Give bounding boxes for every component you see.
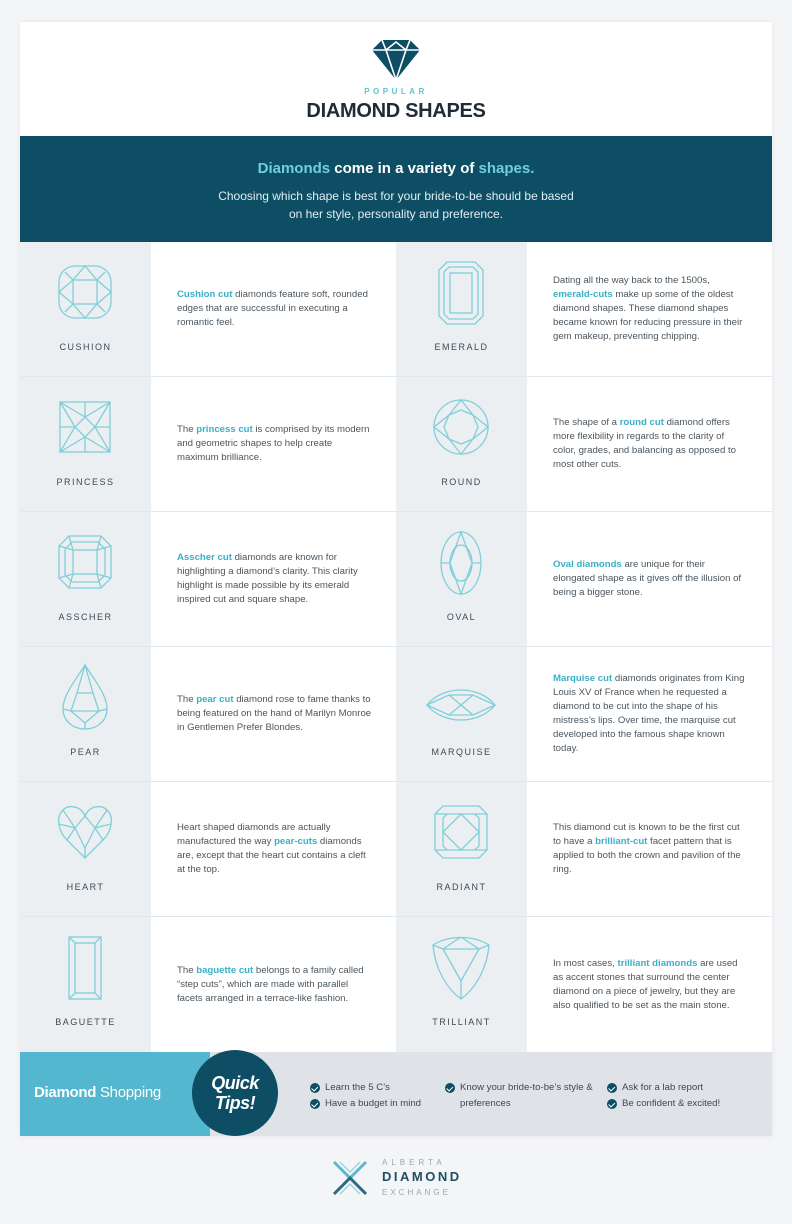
quick-tips-footer bbox=[20, 1052, 772, 1136]
shape-keyword: Marquise cut bbox=[553, 673, 613, 684]
shape-keyword: pear cut bbox=[196, 694, 234, 705]
shape-text: make up some of the oldest diamond shapes. These diamond shapes became known for reducing pressure in their gem makeup, preventing chipping. bbox=[553, 289, 743, 342]
shapes-grid bbox=[20, 242, 772, 1052]
shopping-title bbox=[34, 1084, 161, 1101]
tips-word: Tips! bbox=[214, 1093, 256, 1113]
shape-label-emerald: EMERALD bbox=[434, 342, 489, 352]
shape-keyword: Cushion cut bbox=[177, 289, 233, 300]
shape-text: belongs to a family called “step cuts”, which are made with parallel facets arranged in a terrace-like fashion. bbox=[177, 964, 364, 1004]
brand-logo bbox=[330, 1158, 530, 1203]
check-icon bbox=[310, 1083, 320, 1093]
check-icon bbox=[607, 1099, 617, 1109]
shape-row-baguette bbox=[20, 917, 396, 1052]
shopping-title-rest: Shopping bbox=[96, 1084, 161, 1101]
shape-pretext: The bbox=[177, 694, 197, 705]
shape-label-marquise: MARQUISE bbox=[431, 747, 492, 757]
pear-diamond-icon bbox=[55, 663, 115, 731]
shape-text: are used as accent stones that surround the center diamond on a piece of jewelry, but they are also qualified to be set as the main stone. bbox=[553, 957, 738, 1011]
shapes-column-right bbox=[396, 242, 772, 1052]
shape-pretext: The shape of a bbox=[553, 417, 620, 428]
radiant-diamond-icon bbox=[431, 802, 491, 862]
shape-desc-baguette bbox=[177, 917, 373, 1052]
princess-icon-cell bbox=[20, 377, 151, 511]
baguette-diamond-icon bbox=[55, 935, 115, 1001]
heart-diamond-icon bbox=[55, 802, 115, 862]
header bbox=[20, 22, 772, 136]
shape-label-oval: OVAL bbox=[446, 612, 477, 622]
tips-column-3 bbox=[607, 1080, 720, 1112]
tip-item bbox=[607, 1080, 720, 1096]
shape-keyword: emerald-cuts bbox=[553, 289, 613, 300]
shape-desc-round bbox=[553, 377, 749, 511]
shape-text: is comprised by its modern and geometric shapes to help create maximum brilliance. bbox=[177, 424, 370, 463]
shape-desc-asscher bbox=[177, 512, 373, 646]
shape-label-asscher: ASSCHER bbox=[58, 612, 113, 622]
shape-text: facet pattern that is applied to both the crown and pavilion of the ring. bbox=[553, 836, 741, 875]
brand-line-2: DIAMOND bbox=[382, 1169, 462, 1184]
shape-row-marquise bbox=[396, 647, 772, 782]
shape-label-round: ROUND bbox=[441, 477, 482, 487]
quick-tips-text bbox=[192, 1073, 278, 1113]
marquise-diamond-icon bbox=[425, 683, 497, 727]
shape-text: diamonds feature soft, rounded edges that are successful in executing a romantic feel. bbox=[177, 289, 368, 328]
shape-keyword: round cut bbox=[619, 417, 664, 428]
shape-pretext: In most cases, bbox=[553, 957, 618, 969]
baguette-icon-cell bbox=[20, 917, 151, 1052]
tip-text: Be confident & excited! bbox=[622, 1098, 721, 1109]
shape-desc-trilliant bbox=[553, 917, 749, 1052]
shape-pretext: The bbox=[177, 424, 197, 435]
trilliant-icon-cell bbox=[396, 917, 527, 1052]
shape-label-cushion: CUSHION bbox=[59, 342, 112, 352]
oval-icon-cell bbox=[396, 512, 527, 646]
shape-text: are unique for their elongated shape as it gives off the illusion of being a bigger stone. bbox=[553, 559, 742, 598]
shape-row-pear bbox=[20, 647, 396, 782]
brand-line-3: EXCHANGE bbox=[382, 1188, 451, 1197]
oval-diamond-icon bbox=[431, 530, 491, 596]
shape-keyword: pear-cuts bbox=[274, 836, 318, 847]
shape-row-emerald bbox=[396, 242, 772, 377]
shape-pretext: Dating all the way back to the 1500s, bbox=[553, 275, 710, 286]
shape-row-princess bbox=[20, 377, 396, 512]
tip-item bbox=[310, 1080, 421, 1096]
check-icon bbox=[310, 1099, 320, 1109]
popular-label: POPULAR bbox=[364, 87, 428, 96]
shape-desc-pear bbox=[177, 647, 373, 781]
infographic-card bbox=[20, 22, 772, 1136]
shopping-box bbox=[20, 1052, 210, 1136]
brand-x-icon bbox=[330, 1158, 370, 1198]
shape-row-trilliant bbox=[396, 917, 772, 1052]
shape-text: diamonds are, except that the heart cut contains a cleft at the top. bbox=[177, 836, 366, 875]
shapes-column-left bbox=[20, 242, 396, 1052]
shape-text: diamonds originates from King Louis XV of France when he requested a diamond to be cut into the shape of his mistress’s lips. Over time, the marquise cut developed into the famous shape known today. bbox=[553, 673, 745, 754]
trilliant-diamond-icon bbox=[429, 935, 493, 1001]
brand-line-1: ALBERTA bbox=[382, 1158, 446, 1167]
asscher-diamond-icon bbox=[55, 532, 115, 592]
tip-item bbox=[445, 1080, 595, 1112]
banner-subtext: Choosing which shape is best for your bride-to-be should be based on her style, personality and preference. bbox=[218, 189, 574, 221]
round-icon-cell bbox=[396, 377, 527, 511]
tip-text: Learn the 5 C’s bbox=[325, 1082, 390, 1093]
banner-heading-text: come in a variety of bbox=[330, 160, 479, 177]
shape-text: diamond rose to fame thanks to being featured on the hand of Marilyn Monroe in Gentlemen Prefer Blondes. bbox=[177, 694, 372, 733]
cushion-icon-cell bbox=[20, 242, 151, 376]
tip-text: Ask for a lab report bbox=[622, 1082, 704, 1093]
shape-keyword: baguette cut bbox=[196, 964, 254, 976]
diamond-logo-icon bbox=[372, 40, 420, 80]
shape-text: diamond offers more flexibility in regards to the clarity of color, grades, and balancing as opposed to most other cuts. bbox=[553, 417, 736, 470]
shape-desc-princess bbox=[177, 377, 373, 511]
cushion-diamond-icon bbox=[55, 262, 115, 322]
tip-text: Have a budget in mind bbox=[325, 1098, 421, 1109]
shape-keyword: brilliant-cut bbox=[595, 836, 648, 847]
banner-heading-accent-1: Diamonds bbox=[257, 160, 331, 177]
check-icon bbox=[445, 1083, 455, 1093]
shape-label-radiant: RADIANT bbox=[436, 882, 487, 892]
shape-label-pear: PEAR bbox=[70, 747, 101, 757]
emerald-diamond-icon bbox=[431, 260, 491, 326]
shape-label-heart: HEART bbox=[66, 882, 105, 892]
shape-desc-cushion bbox=[177, 242, 373, 376]
shape-row-radiant bbox=[396, 782, 772, 917]
tips-column-1 bbox=[310, 1080, 421, 1112]
banner-heading-accent-2: shapes. bbox=[478, 160, 535, 177]
quick-word: Quick bbox=[211, 1073, 259, 1093]
pear-icon-cell bbox=[20, 647, 151, 781]
intro-banner bbox=[20, 136, 772, 242]
radiant-icon-cell bbox=[396, 782, 527, 916]
shape-row-heart bbox=[20, 782, 396, 917]
shape-keyword: Asscher cut bbox=[177, 552, 232, 563]
round-diamond-icon bbox=[431, 397, 491, 457]
banner-heading bbox=[20, 160, 772, 177]
shape-text: diamonds are known for highlighting a diamond’s clarity. This clarity highlight is made possible by its emerald inspired cut and square shape. bbox=[177, 552, 358, 605]
shape-row-round bbox=[396, 377, 772, 512]
shape-row-cushion bbox=[20, 242, 396, 377]
shape-row-oval bbox=[396, 512, 772, 647]
shape-pretext: The bbox=[177, 964, 197, 976]
tip-text: Know your bride-to-be’s style & preferences bbox=[460, 1082, 593, 1109]
page-title: DIAMOND SHAPES bbox=[306, 100, 486, 122]
shape-keyword: trilliant diamonds bbox=[617, 957, 698, 969]
tips-column-2 bbox=[445, 1080, 595, 1112]
heart-icon-cell bbox=[20, 782, 151, 916]
shape-label-trilliant: TRILLIANT bbox=[432, 1017, 491, 1027]
shape-pretext: Heart shaped diamonds are actually manufactured the way bbox=[177, 822, 331, 847]
princess-diamond-icon bbox=[55, 397, 115, 457]
shape-label-baguette: BAGUETTE bbox=[55, 1017, 116, 1027]
shape-desc-emerald bbox=[553, 242, 749, 376]
check-icon bbox=[607, 1083, 617, 1093]
marquise-icon-cell bbox=[396, 647, 527, 781]
shape-row-asscher bbox=[20, 512, 396, 647]
shape-desc-radiant bbox=[553, 782, 749, 916]
shape-pretext: This diamond cut is known to be the first cut to have a bbox=[553, 822, 740, 847]
shopping-title-bold: Diamond bbox=[34, 1084, 97, 1101]
shape-desc-oval bbox=[553, 512, 749, 646]
shape-keyword: princess cut bbox=[196, 424, 253, 435]
quick-tips-badge bbox=[192, 1050, 278, 1136]
tip-item bbox=[607, 1096, 720, 1112]
tip-item bbox=[310, 1096, 421, 1112]
shape-keyword: Oval diamonds bbox=[553, 559, 622, 570]
shape-label-princess: PRINCESS bbox=[56, 477, 115, 487]
asscher-icon-cell bbox=[20, 512, 151, 646]
emerald-icon-cell bbox=[396, 242, 527, 376]
shape-desc-marquise bbox=[553, 647, 749, 781]
shape-desc-heart bbox=[177, 782, 373, 916]
